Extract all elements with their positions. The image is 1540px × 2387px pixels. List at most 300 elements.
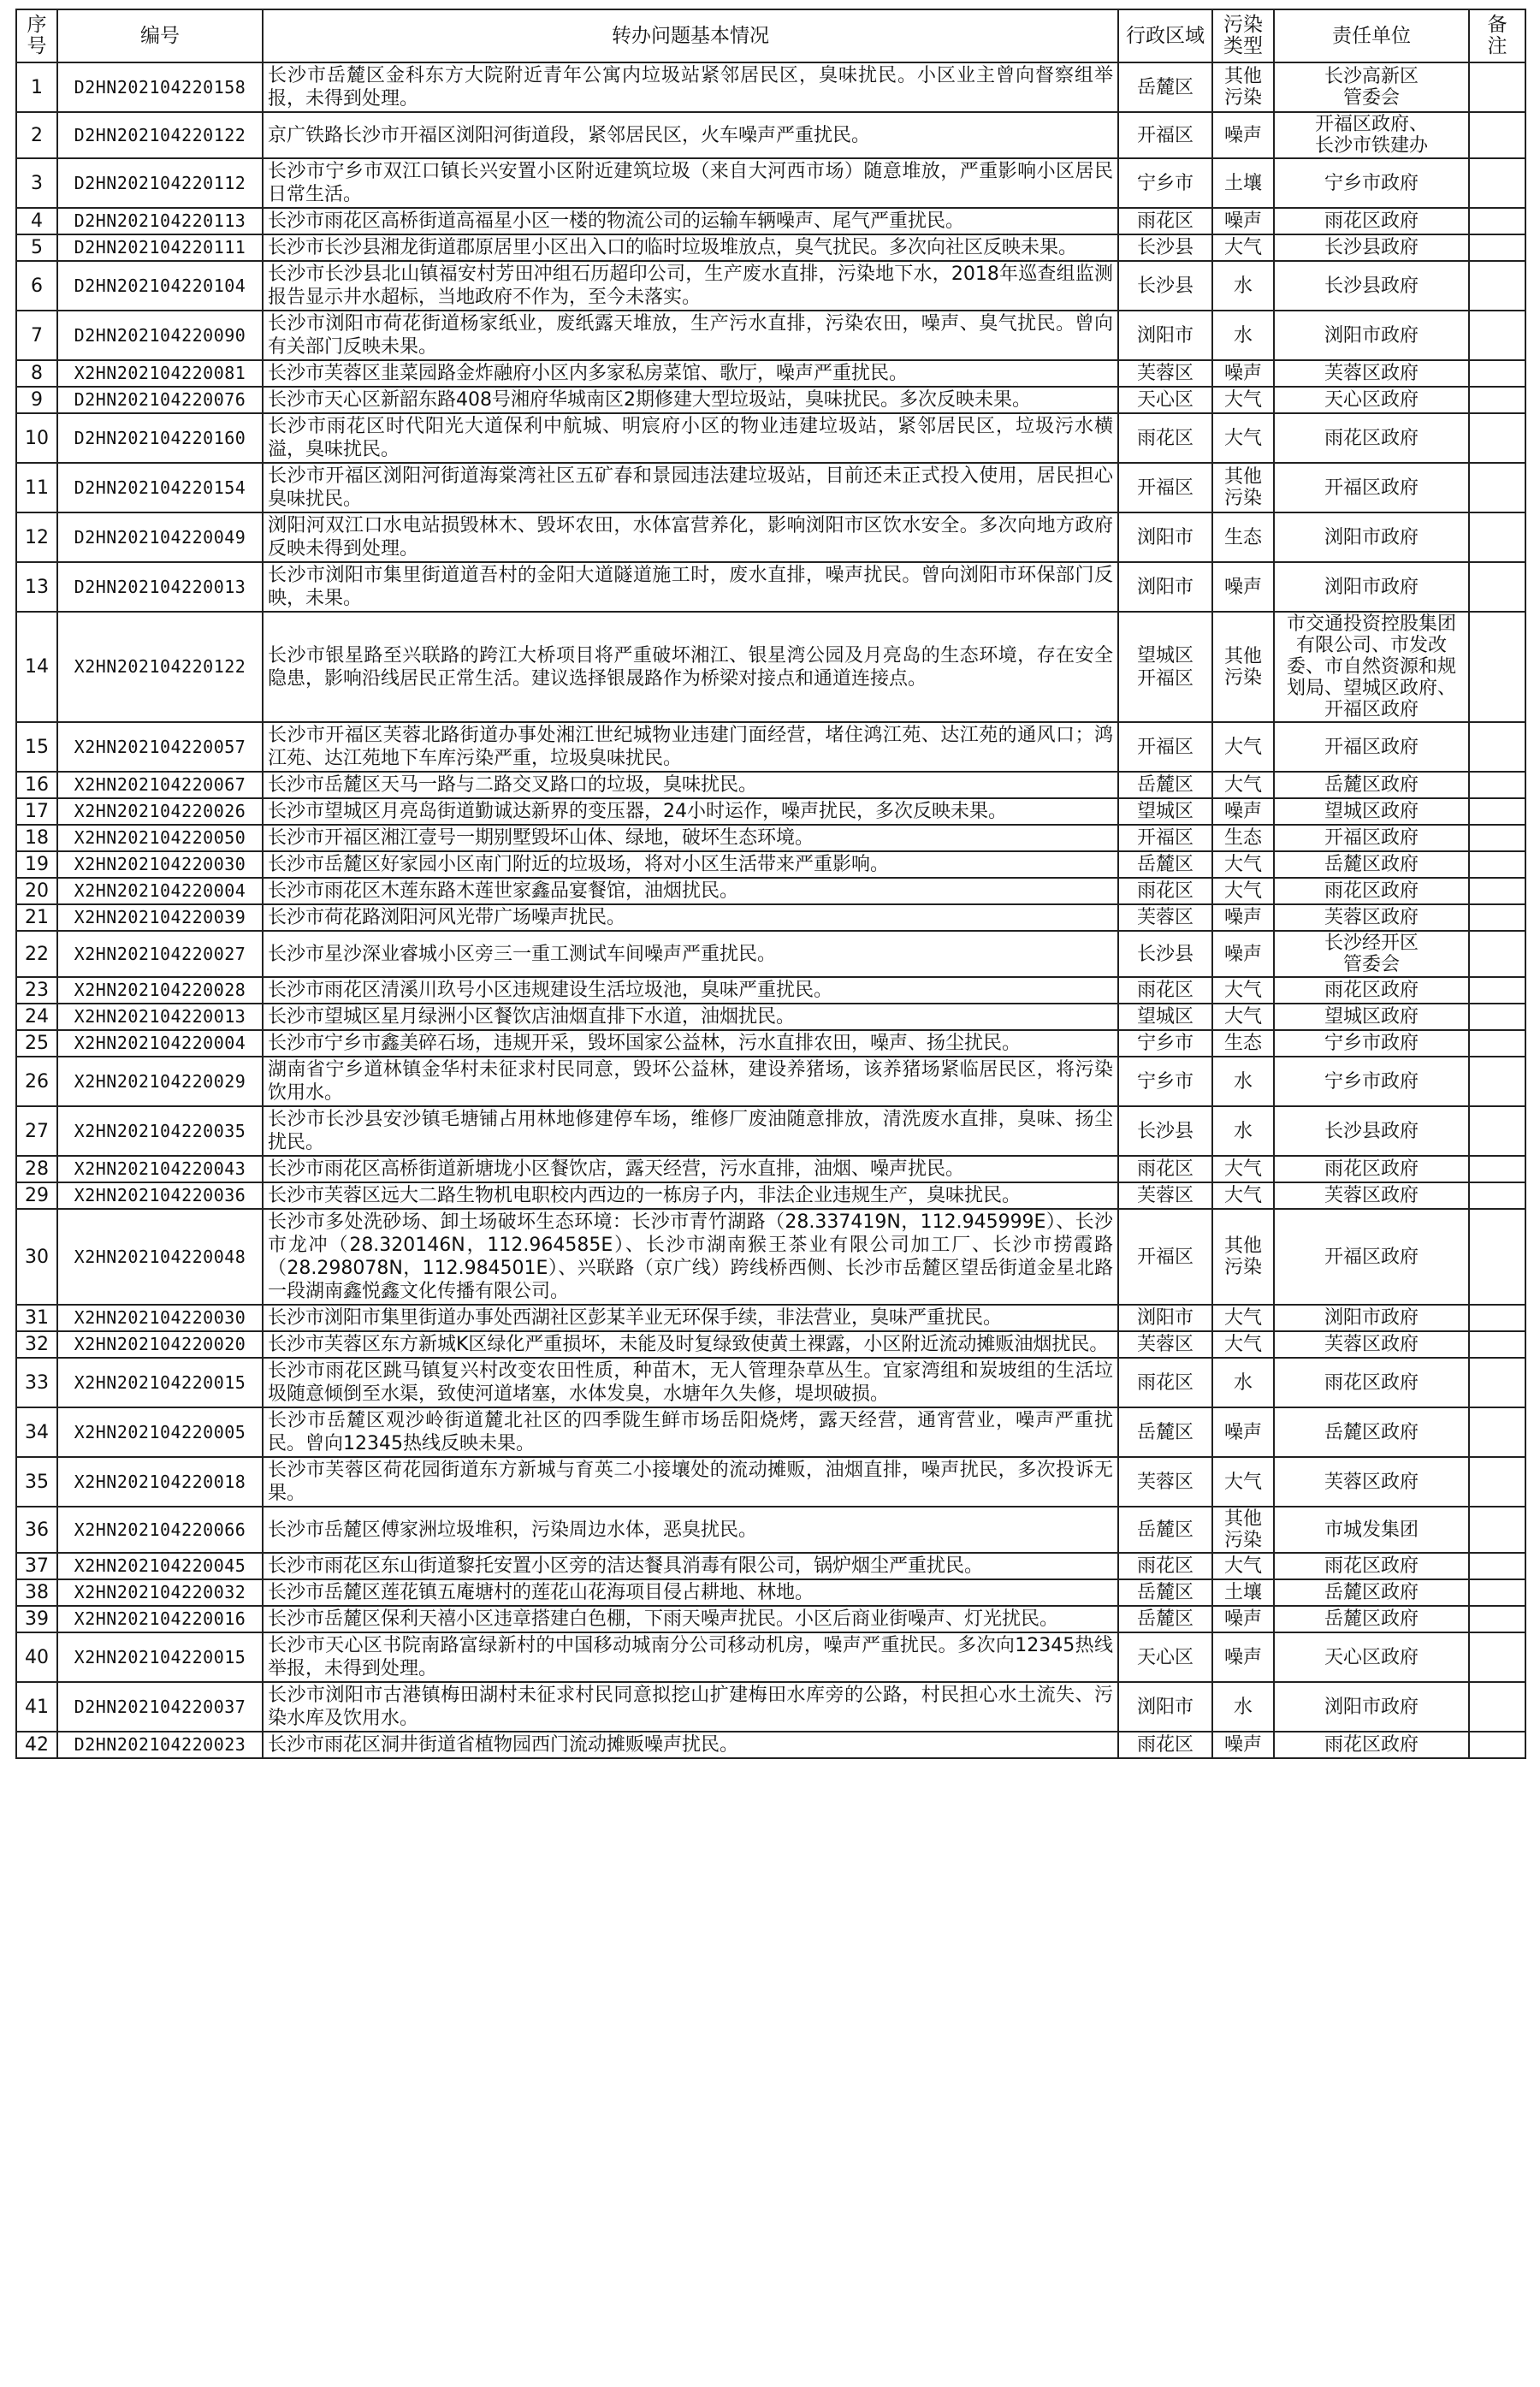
table-row bbox=[16, 1682, 1525, 1732]
code-cell: X2HN202104220013 bbox=[57, 1004, 263, 1030]
pollution-type-cell: 大气 bbox=[1212, 1182, 1274, 1209]
admin-area-cell: 望城区 开福区 bbox=[1118, 612, 1212, 722]
pollution-type-cell: 噪声 bbox=[1212, 904, 1274, 931]
serial-cell: 33 bbox=[16, 1358, 57, 1407]
description-cell: 长沙市雨花区清溪川玖号小区违规建设生活垃圾池，臭味严重扰民。 bbox=[263, 977, 1118, 1004]
responsible-unit-cell: 芙蓉区政府 bbox=[1274, 904, 1469, 931]
admin-area-cell: 望城区 bbox=[1118, 1004, 1212, 1030]
code-cell: X2HN202104220030 bbox=[57, 1305, 263, 1331]
table-row bbox=[16, 1209, 1525, 1305]
serial-cell: 14 bbox=[16, 612, 57, 722]
table-row bbox=[16, 612, 1525, 722]
code-cell: X2HN202104220005 bbox=[57, 1407, 263, 1457]
responsible-unit-cell: 雨花区政府 bbox=[1274, 977, 1469, 1004]
admin-area-cell: 岳麓区 bbox=[1118, 772, 1212, 798]
serial-cell: 37 bbox=[16, 1553, 57, 1579]
description-cell: 湖南省宁乡道林镇金华村未征求村民同意，毁坏公益林，建设养猪场，该养猪场紧临居民区，将污染饮用水。 bbox=[263, 1057, 1118, 1106]
description-cell: 长沙市星沙深业睿城小区旁三一重工测试车间噪声严重扰民。 bbox=[263, 931, 1118, 977]
table-row bbox=[16, 772, 1525, 798]
remarks-cell bbox=[1469, 1305, 1525, 1331]
table-row bbox=[16, 1407, 1525, 1457]
admin-area-cell: 岳麓区 bbox=[1118, 62, 1212, 112]
table-row bbox=[16, 311, 1525, 360]
remarks-cell bbox=[1469, 722, 1525, 772]
description-cell: 长沙市浏阳市古港镇梅田湖村未征求村民同意拟挖山扩建梅田水库旁的公路，村民担心水土流失、污染水库及饮用水。 bbox=[263, 1682, 1118, 1732]
table-row bbox=[16, 1732, 1525, 1758]
responsible-unit-cell: 岳麓区政府 bbox=[1274, 772, 1469, 798]
responsible-unit-cell: 雨花区政府 bbox=[1274, 1156, 1469, 1182]
remarks-cell bbox=[1469, 612, 1525, 722]
table-row bbox=[16, 798, 1525, 825]
remarks-cell bbox=[1469, 311, 1525, 360]
responsible-unit-cell: 芙蓉区政府 bbox=[1274, 1457, 1469, 1507]
serial-cell: 21 bbox=[16, 904, 57, 931]
code-cell: D2HN202104220090 bbox=[57, 311, 263, 360]
description-cell: 长沙市岳麓区保利天禧小区违章搭建白色棚，下雨天噪声扰民。小区后商业街噪声、灯光扰民。 bbox=[263, 1606, 1118, 1632]
pollution-type-cell: 土壤 bbox=[1212, 158, 1274, 208]
admin-area-cell: 开福区 bbox=[1118, 1209, 1212, 1305]
admin-area-cell: 岳麓区 bbox=[1118, 1407, 1212, 1457]
table-row bbox=[16, 1331, 1525, 1358]
admin-area-cell: 宁乡市 bbox=[1118, 1030, 1212, 1057]
description-cell: 长沙市芙蓉区韭菜园路金炸融府小区内多家私房菜馆、歌厅，噪声严重扰民。 bbox=[263, 360, 1118, 387]
pollution-type-cell: 土壤 bbox=[1212, 1579, 1274, 1606]
serial-cell: 32 bbox=[16, 1331, 57, 1358]
remarks-cell bbox=[1469, 1004, 1525, 1030]
remarks-cell bbox=[1469, 1682, 1525, 1732]
pollution-type-cell: 生态 bbox=[1212, 825, 1274, 851]
description-cell: 长沙市岳麓区金科东方大院附近青年公寓内垃圾站紧邻居民区，臭味扰民。小区业主曾向督察组举报，未得到处理。 bbox=[263, 62, 1118, 112]
pollution-type-cell: 大气 bbox=[1212, 413, 1274, 463]
admin-area-cell: 长沙县 bbox=[1118, 261, 1212, 311]
responsible-unit-cell: 开福区政府 bbox=[1274, 825, 1469, 851]
remarks-cell bbox=[1469, 1209, 1525, 1305]
code-cell: X2HN202104220030 bbox=[57, 851, 263, 878]
serial-cell: 31 bbox=[16, 1305, 57, 1331]
responsible-unit-cell: 长沙经开区 管委会 bbox=[1274, 931, 1469, 977]
remarks-cell bbox=[1469, 512, 1525, 562]
responsible-unit-cell: 开福区政府 bbox=[1274, 1209, 1469, 1305]
code-cell: D2HN202104220160 bbox=[57, 413, 263, 463]
remarks-cell bbox=[1469, 208, 1525, 234]
pollution-type-cell: 水 bbox=[1212, 261, 1274, 311]
table-row bbox=[16, 825, 1525, 851]
table-row bbox=[16, 878, 1525, 904]
table-row bbox=[16, 1457, 1525, 1507]
pollution-type-cell: 噪声 bbox=[1212, 208, 1274, 234]
table-row bbox=[16, 904, 1525, 931]
remarks-cell bbox=[1469, 904, 1525, 931]
description-cell: 长沙市雨花区木莲东路木莲世家鑫品宴餐馆，油烟扰民。 bbox=[263, 878, 1118, 904]
responsible-unit-cell: 岳麓区政府 bbox=[1274, 1407, 1469, 1457]
serial-cell: 13 bbox=[16, 562, 57, 612]
pollution-type-cell: 大气 bbox=[1212, 1305, 1274, 1331]
description-cell: 长沙市荷花路浏阳河风光带广场噪声扰民。 bbox=[263, 904, 1118, 931]
admin-area-cell: 芙蓉区 bbox=[1118, 1331, 1212, 1358]
admin-area-cell: 芙蓉区 bbox=[1118, 1457, 1212, 1507]
table-row bbox=[16, 360, 1525, 387]
table-row bbox=[16, 1553, 1525, 1579]
responsible-unit-cell: 长沙县政府 bbox=[1274, 261, 1469, 311]
pollution-type-cell: 大气 bbox=[1212, 1331, 1274, 1358]
table-row bbox=[16, 512, 1525, 562]
remarks-cell bbox=[1469, 1606, 1525, 1632]
pollution-type-cell: 噪声 bbox=[1212, 798, 1274, 825]
code-cell: D2HN202104220113 bbox=[57, 208, 263, 234]
admin-area-cell: 岳麓区 bbox=[1118, 1606, 1212, 1632]
remarks-cell bbox=[1469, 772, 1525, 798]
admin-area-cell: 岳麓区 bbox=[1118, 851, 1212, 878]
remarks-cell bbox=[1469, 1457, 1525, 1507]
pollution-type-cell: 水 bbox=[1212, 311, 1274, 360]
description-cell: 长沙市望城区星月绿洲小区餐饮店油烟直排下水道，油烟扰民。 bbox=[263, 1004, 1118, 1030]
pollution-type-cell: 其他 污染 bbox=[1212, 612, 1274, 722]
code-cell: X2HN202104220004 bbox=[57, 878, 263, 904]
serial-cell: 17 bbox=[16, 798, 57, 825]
remarks-cell bbox=[1469, 463, 1525, 512]
admin-area-cell: 岳麓区 bbox=[1118, 1579, 1212, 1606]
code-cell: X2HN202104220020 bbox=[57, 1331, 263, 1358]
serial-cell: 16 bbox=[16, 772, 57, 798]
pollution-type-cell: 大气 bbox=[1212, 1004, 1274, 1030]
description-cell: 长沙市长沙县安沙镇毛塘铺占用林地修建停车场，维修厂废油随意排放，清洗废水直排，臭味、扬尘扰民。 bbox=[263, 1106, 1118, 1156]
remarks-cell bbox=[1469, 851, 1525, 878]
serial-cell: 27 bbox=[16, 1106, 57, 1156]
description-cell: 长沙市天心区书院南路富绿新村的中国移动城南分公司移动机房，噪声严重扰民。多次向12345热线举报，未得到处理。 bbox=[263, 1632, 1118, 1682]
code-cell: D2HN202104220111 bbox=[57, 234, 263, 261]
code-cell: X2HN202104220045 bbox=[57, 1553, 263, 1579]
responsible-unit-cell: 雨花区政府 bbox=[1274, 1358, 1469, 1407]
responsible-unit-cell: 雨花区政府 bbox=[1274, 1732, 1469, 1758]
code-cell: D2HN202104220076 bbox=[57, 387, 263, 413]
serial-cell: 11 bbox=[16, 463, 57, 512]
serial-cell: 7 bbox=[16, 311, 57, 360]
serial-cell: 8 bbox=[16, 360, 57, 387]
remarks-cell bbox=[1469, 931, 1525, 977]
serial-cell: 5 bbox=[16, 234, 57, 261]
remarks-cell bbox=[1469, 1407, 1525, 1457]
responsible-unit-cell: 芙蓉区政府 bbox=[1274, 360, 1469, 387]
responsible-unit-cell: 雨花区政府 bbox=[1274, 1553, 1469, 1579]
table-row bbox=[16, 1156, 1525, 1182]
code-cell: X2HN202104220026 bbox=[57, 798, 263, 825]
responsible-unit-cell: 天心区政府 bbox=[1274, 1632, 1469, 1682]
pollution-type-cell: 噪声 bbox=[1212, 562, 1274, 612]
admin-area-cell: 天心区 bbox=[1118, 1632, 1212, 1682]
code-cell: D2HN202104220112 bbox=[57, 158, 263, 208]
table-row bbox=[16, 62, 1525, 112]
table-row bbox=[16, 1632, 1525, 1682]
serial-cell: 22 bbox=[16, 931, 57, 977]
admin-area-cell: 长沙县 bbox=[1118, 931, 1212, 977]
serial-cell: 20 bbox=[16, 878, 57, 904]
header-responsible-unit: 责任单位 bbox=[1274, 9, 1469, 62]
description-cell: 长沙市芙蓉区东方新城K区绿化严重损坏，未能及时复绿致使黄土裸露，小区附近流动摊贩油烟扰民。 bbox=[263, 1331, 1118, 1358]
admin-area-cell: 芙蓉区 bbox=[1118, 360, 1212, 387]
description-cell: 长沙市雨花区高桥街道新塘垅小区餐饮店，露天经营，污水直排，油烟、噪声扰民。 bbox=[263, 1156, 1118, 1182]
pollution-type-cell: 噪声 bbox=[1212, 1732, 1274, 1758]
table-row bbox=[16, 463, 1525, 512]
code-cell: X2HN202104220081 bbox=[57, 360, 263, 387]
pollution-type-cell: 大气 bbox=[1212, 387, 1274, 413]
serial-cell: 18 bbox=[16, 825, 57, 851]
description-cell: 长沙市宁乡市鑫美碎石场，违规开采，毁坏国家公益林，污水直排农田，噪声、扬尘扰民。 bbox=[263, 1030, 1118, 1057]
serial-cell: 30 bbox=[16, 1209, 57, 1305]
remarks-cell bbox=[1469, 1507, 1525, 1553]
table-row bbox=[16, 1507, 1525, 1553]
description-cell: 京广铁路长沙市开福区浏阳河街道段，紧邻居民区，火车噪声严重扰民。 bbox=[263, 112, 1118, 158]
responsible-unit-cell: 雨花区政府 bbox=[1274, 878, 1469, 904]
responsible-unit-cell: 浏阳市政府 bbox=[1274, 1682, 1469, 1732]
responsible-unit-cell: 岳麓区政府 bbox=[1274, 1579, 1469, 1606]
table-row bbox=[16, 851, 1525, 878]
description-cell: 长沙市开福区芙蓉北路街道办事处湘江世纪城物业违建门面经营，堵住鸿江苑、达江苑的通风口；鸿江苑、达江苑地下车库污染严重，垃圾臭味扰民。 bbox=[263, 722, 1118, 772]
admin-area-cell: 天心区 bbox=[1118, 387, 1212, 413]
description-cell: 长沙市长沙县湘龙街道郡原居里小区出入口的临时垃圾堆放点，臭气扰民。多次向社区反映未果。 bbox=[263, 234, 1118, 261]
admin-area-cell: 雨花区 bbox=[1118, 1553, 1212, 1579]
pollution-type-cell: 生态 bbox=[1212, 512, 1274, 562]
table-row bbox=[16, 1030, 1525, 1057]
serial-cell: 19 bbox=[16, 851, 57, 878]
remarks-cell bbox=[1469, 562, 1525, 612]
description-cell: 长沙市雨花区洞井街道省植物园西门流动摊贩噪声扰民。 bbox=[263, 1732, 1118, 1758]
responsible-unit-cell: 开福区政府、 长沙市铁建办 bbox=[1274, 112, 1469, 158]
description-cell: 长沙市雨花区时代阳光大道保利中航城、明宸府小区的物业违建垃圾站，紧邻居民区，垃圾污水横溢，臭味扰民。 bbox=[263, 413, 1118, 463]
code-cell: X2HN202104220035 bbox=[57, 1106, 263, 1156]
remarks-cell bbox=[1469, 387, 1525, 413]
remarks-cell bbox=[1469, 1182, 1525, 1209]
serial-cell: 35 bbox=[16, 1457, 57, 1507]
remarks-cell bbox=[1469, 261, 1525, 311]
serial-cell: 40 bbox=[16, 1632, 57, 1682]
pollution-type-cell: 水 bbox=[1212, 1682, 1274, 1732]
remarks-cell bbox=[1469, 1331, 1525, 1358]
remarks-cell bbox=[1469, 1732, 1525, 1758]
responsible-unit-cell: 浏阳市政府 bbox=[1274, 311, 1469, 360]
code-cell: D2HN202104220154 bbox=[57, 463, 263, 512]
table-row bbox=[16, 1004, 1525, 1030]
table-row bbox=[16, 234, 1525, 261]
table-row bbox=[16, 1057, 1525, 1106]
remarks-cell bbox=[1469, 1057, 1525, 1106]
responsible-unit-cell: 长沙县政府 bbox=[1274, 234, 1469, 261]
admin-area-cell: 浏阳市 bbox=[1118, 311, 1212, 360]
header-serial-no: 序 号 bbox=[16, 9, 57, 62]
responsible-unit-cell: 开福区政府 bbox=[1274, 722, 1469, 772]
responsible-unit-cell: 市交通投资控股集团有限公司、市发改委、市自然资源和规划局、望城区政府、开福区政府 bbox=[1274, 612, 1469, 722]
description-cell: 长沙市浏阳市集里街道道吾村的金阳大道隧道施工时，废水直排，噪声扰民。曾向浏阳市环保部门反映，未果。 bbox=[263, 562, 1118, 612]
code-cell: X2HN202104220066 bbox=[57, 1507, 263, 1553]
responsible-unit-cell: 宁乡市政府 bbox=[1274, 1030, 1469, 1057]
pollution-type-cell: 噪声 bbox=[1212, 1632, 1274, 1682]
admin-area-cell: 雨花区 bbox=[1118, 1156, 1212, 1182]
responsible-unit-cell: 浏阳市政府 bbox=[1274, 1305, 1469, 1331]
remarks-cell bbox=[1469, 798, 1525, 825]
responsible-unit-cell: 芙蓉区政府 bbox=[1274, 1182, 1469, 1209]
admin-area-cell: 雨花区 bbox=[1118, 413, 1212, 463]
serial-cell: 3 bbox=[16, 158, 57, 208]
header-description: 转办问题基本情况 bbox=[263, 9, 1118, 62]
admin-area-cell: 开福区 bbox=[1118, 463, 1212, 512]
pollution-type-cell: 大气 bbox=[1212, 851, 1274, 878]
pollution-type-cell: 大气 bbox=[1212, 977, 1274, 1004]
pollution-type-cell: 噪声 bbox=[1212, 112, 1274, 158]
remarks-cell bbox=[1469, 62, 1525, 112]
serial-cell: 36 bbox=[16, 1507, 57, 1553]
responsible-unit-cell: 芙蓉区政府 bbox=[1274, 1331, 1469, 1358]
pollution-type-cell: 水 bbox=[1212, 1057, 1274, 1106]
table-row bbox=[16, 722, 1525, 772]
code-cell: X2HN202104220036 bbox=[57, 1182, 263, 1209]
admin-area-cell: 雨花区 bbox=[1118, 208, 1212, 234]
header-pollution-type: 污染 类型 bbox=[1212, 9, 1274, 62]
responsible-unit-cell: 岳麓区政府 bbox=[1274, 851, 1469, 878]
pollution-type-cell: 噪声 bbox=[1212, 931, 1274, 977]
code-cell: X2HN202104220028 bbox=[57, 977, 263, 1004]
table-row bbox=[16, 931, 1525, 977]
admin-area-cell: 宁乡市 bbox=[1118, 1057, 1212, 1106]
pollution-type-cell: 大气 bbox=[1212, 878, 1274, 904]
admin-area-cell: 雨花区 bbox=[1118, 977, 1212, 1004]
description-cell: 长沙市多处洗砂场、卸土场破坏生态环境：长沙市青竹湖路（28.337419N，112.945999E）、长沙市龙冲（28.320146N，112.964585E）、长沙市湖南猴王茶业有限公司加工厂、长沙市捞霞路（28.298078N，112.984501E）、兴联路（京广线）跨线桥西侧、长沙市岳麓区望岳街道金星北路一段湖南鑫悦鑫文化传播有限公司。 bbox=[263, 1209, 1118, 1305]
serial-cell: 29 bbox=[16, 1182, 57, 1209]
code-cell: X2HN202104220122 bbox=[57, 612, 263, 722]
remarks-cell bbox=[1469, 977, 1525, 1004]
code-cell: D2HN202104220037 bbox=[57, 1682, 263, 1732]
pollution-type-cell: 大气 bbox=[1212, 1156, 1274, 1182]
remarks-cell bbox=[1469, 1632, 1525, 1682]
admin-area-cell: 望城区 bbox=[1118, 798, 1212, 825]
admin-area-cell: 宁乡市 bbox=[1118, 158, 1212, 208]
responsible-unit-cell: 长沙县政府 bbox=[1274, 1106, 1469, 1156]
table-row bbox=[16, 1358, 1525, 1407]
code-cell: X2HN202104220016 bbox=[57, 1606, 263, 1632]
code-cell: X2HN202104220018 bbox=[57, 1457, 263, 1507]
code-cell: D2HN202104220158 bbox=[57, 62, 263, 112]
description-cell: 长沙市岳麓区莲花镇五庵塘村的莲花山花海项目侵占耕地、林地。 bbox=[263, 1579, 1118, 1606]
table-row bbox=[16, 1305, 1525, 1331]
table-row bbox=[16, 208, 1525, 234]
table-row bbox=[16, 413, 1525, 463]
admin-area-cell: 浏阳市 bbox=[1118, 512, 1212, 562]
admin-area-cell: 岳麓区 bbox=[1118, 1507, 1212, 1553]
admin-area-cell: 长沙县 bbox=[1118, 234, 1212, 261]
code-cell: X2HN202104220050 bbox=[57, 825, 263, 851]
remarks-cell bbox=[1469, 1358, 1525, 1407]
responsible-unit-cell: 宁乡市政府 bbox=[1274, 1057, 1469, 1106]
admin-area-cell: 雨花区 bbox=[1118, 1358, 1212, 1407]
responsible-unit-cell: 望城区政府 bbox=[1274, 1004, 1469, 1030]
admin-area-cell: 雨花区 bbox=[1118, 1732, 1212, 1758]
remarks-cell bbox=[1469, 112, 1525, 158]
description-cell: 长沙市岳麓区天马一路与二路交叉路口的垃圾，臭味扰民。 bbox=[263, 772, 1118, 798]
responsible-unit-cell: 浏阳市政府 bbox=[1274, 562, 1469, 612]
description-cell: 长沙市芙蓉区远大二路生物机电职校内西边的一栋房子内，非法企业违规生产，臭味扰民。 bbox=[263, 1182, 1118, 1209]
remarks-cell bbox=[1469, 1030, 1525, 1057]
pollution-type-cell: 大气 bbox=[1212, 772, 1274, 798]
remarks-cell bbox=[1469, 878, 1525, 904]
serial-cell: 1 bbox=[16, 62, 57, 112]
description-cell: 长沙市芙蓉区荷花园街道东方新城与育英二小接壤处的流动摊贩，油烟直排，噪声扰民，多次投诉无果。 bbox=[263, 1457, 1118, 1507]
description-cell: 长沙市开福区湘江壹号一期别墅毁坏山体、绿地，破坏生态环境。 bbox=[263, 825, 1118, 851]
table-row bbox=[16, 112, 1525, 158]
description-cell: 长沙市雨花区高桥街道高福星小区一楼的物流公司的运输车辆噪声、尾气严重扰民。 bbox=[263, 208, 1118, 234]
pollution-type-cell: 大气 bbox=[1212, 722, 1274, 772]
serial-cell: 2 bbox=[16, 112, 57, 158]
remarks-cell bbox=[1469, 825, 1525, 851]
table-row bbox=[16, 1579, 1525, 1606]
table-row bbox=[16, 977, 1525, 1004]
serial-cell: 38 bbox=[16, 1579, 57, 1606]
code-cell: D2HN202104220013 bbox=[57, 562, 263, 612]
code-cell: X2HN202104220015 bbox=[57, 1632, 263, 1682]
responsible-unit-cell: 宁乡市政府 bbox=[1274, 158, 1469, 208]
remarks-cell bbox=[1469, 1106, 1525, 1156]
admin-area-cell: 浏阳市 bbox=[1118, 562, 1212, 612]
code-cell: X2HN202104220043 bbox=[57, 1156, 263, 1182]
remarks-cell bbox=[1469, 1553, 1525, 1579]
description-cell: 长沙市岳麓区好家园小区南门附近的垃圾场，将对小区生活带来严重影响。 bbox=[263, 851, 1118, 878]
serial-cell: 41 bbox=[16, 1682, 57, 1732]
serial-cell: 26 bbox=[16, 1057, 57, 1106]
code-cell: X2HN202104220027 bbox=[57, 931, 263, 977]
admin-area-cell: 开福区 bbox=[1118, 722, 1212, 772]
serial-cell: 24 bbox=[16, 1004, 57, 1030]
code-cell: D2HN202104220104 bbox=[57, 261, 263, 311]
code-cell: D2HN202104220122 bbox=[57, 112, 263, 158]
responsible-unit-cell: 雨花区政府 bbox=[1274, 413, 1469, 463]
responsible-unit-cell: 望城区政府 bbox=[1274, 798, 1469, 825]
table-row bbox=[16, 158, 1525, 208]
remarks-cell bbox=[1469, 360, 1525, 387]
header-admin-area: 行政区域 bbox=[1118, 9, 1212, 62]
remarks-cell bbox=[1469, 1156, 1525, 1182]
serial-cell: 25 bbox=[16, 1030, 57, 1057]
pollution-type-cell: 水 bbox=[1212, 1358, 1274, 1407]
serial-cell: 6 bbox=[16, 261, 57, 311]
table-body bbox=[16, 62, 1525, 1758]
table-row bbox=[16, 562, 1525, 612]
admin-area-cell: 浏阳市 bbox=[1118, 1305, 1212, 1331]
code-cell: X2HN202104220048 bbox=[57, 1209, 263, 1305]
remarks-cell bbox=[1469, 1579, 1525, 1606]
responsible-unit-cell: 雨花区政府 bbox=[1274, 208, 1469, 234]
description-cell: 长沙市望城区月亮岛街道勤诚达新界的变压器，24小时运作，噪声扰民，多次反映未果。 bbox=[263, 798, 1118, 825]
description-cell: 长沙市浏阳市集里街道办事处西湖社区彭某羊业无环保手续，非法营业，臭味严重扰民。 bbox=[263, 1305, 1118, 1331]
complaint-table bbox=[15, 9, 1526, 1759]
serial-cell: 4 bbox=[16, 208, 57, 234]
pollution-type-cell: 大气 bbox=[1212, 1457, 1274, 1507]
serial-cell: 15 bbox=[16, 722, 57, 772]
description-cell: 长沙市开福区浏阳河街道海棠湾社区五矿春和景园违法建垃圾站，目前还未正式投入使用，居民担心臭味扰民。 bbox=[263, 463, 1118, 512]
table-row bbox=[16, 1182, 1525, 1209]
description-cell: 长沙市长沙县北山镇福安村芳田冲组石历超印公司，生产废水直排，污染地下水，2018年巡查组监测报告显示井水超标，当地政府不作为，至今未落实。 bbox=[263, 261, 1118, 311]
code-cell: D2HN202104220023 bbox=[57, 1732, 263, 1758]
description-cell: 长沙市雨花区跳马镇复兴村改变农田性质，种苗木，无人管理杂草丛生。宜家湾组和炭坡组的生活垃圾随意倾倒至水渠，致使河道堵塞，水体发臭，水塘年久失修，堤坝破损。 bbox=[263, 1358, 1118, 1407]
admin-area-cell: 雨花区 bbox=[1118, 878, 1212, 904]
pollution-type-cell: 生态 bbox=[1212, 1030, 1274, 1057]
admin-area-cell: 芙蓉区 bbox=[1118, 904, 1212, 931]
pollution-type-cell: 其他 污染 bbox=[1212, 463, 1274, 512]
serial-cell: 39 bbox=[16, 1606, 57, 1632]
description-cell: 浏阳河双江口水电站损毁林木、毁坏农田，水体富营养化，影响浏阳市区饮水安全。多次向地方政府反映未得到处理。 bbox=[263, 512, 1118, 562]
serial-cell: 28 bbox=[16, 1156, 57, 1182]
table-row bbox=[16, 261, 1525, 311]
pollution-type-cell: 噪声 bbox=[1212, 360, 1274, 387]
serial-cell: 12 bbox=[16, 512, 57, 562]
code-cell: X2HN202104220004 bbox=[57, 1030, 263, 1057]
responsible-unit-cell: 市城发集团 bbox=[1274, 1507, 1469, 1553]
